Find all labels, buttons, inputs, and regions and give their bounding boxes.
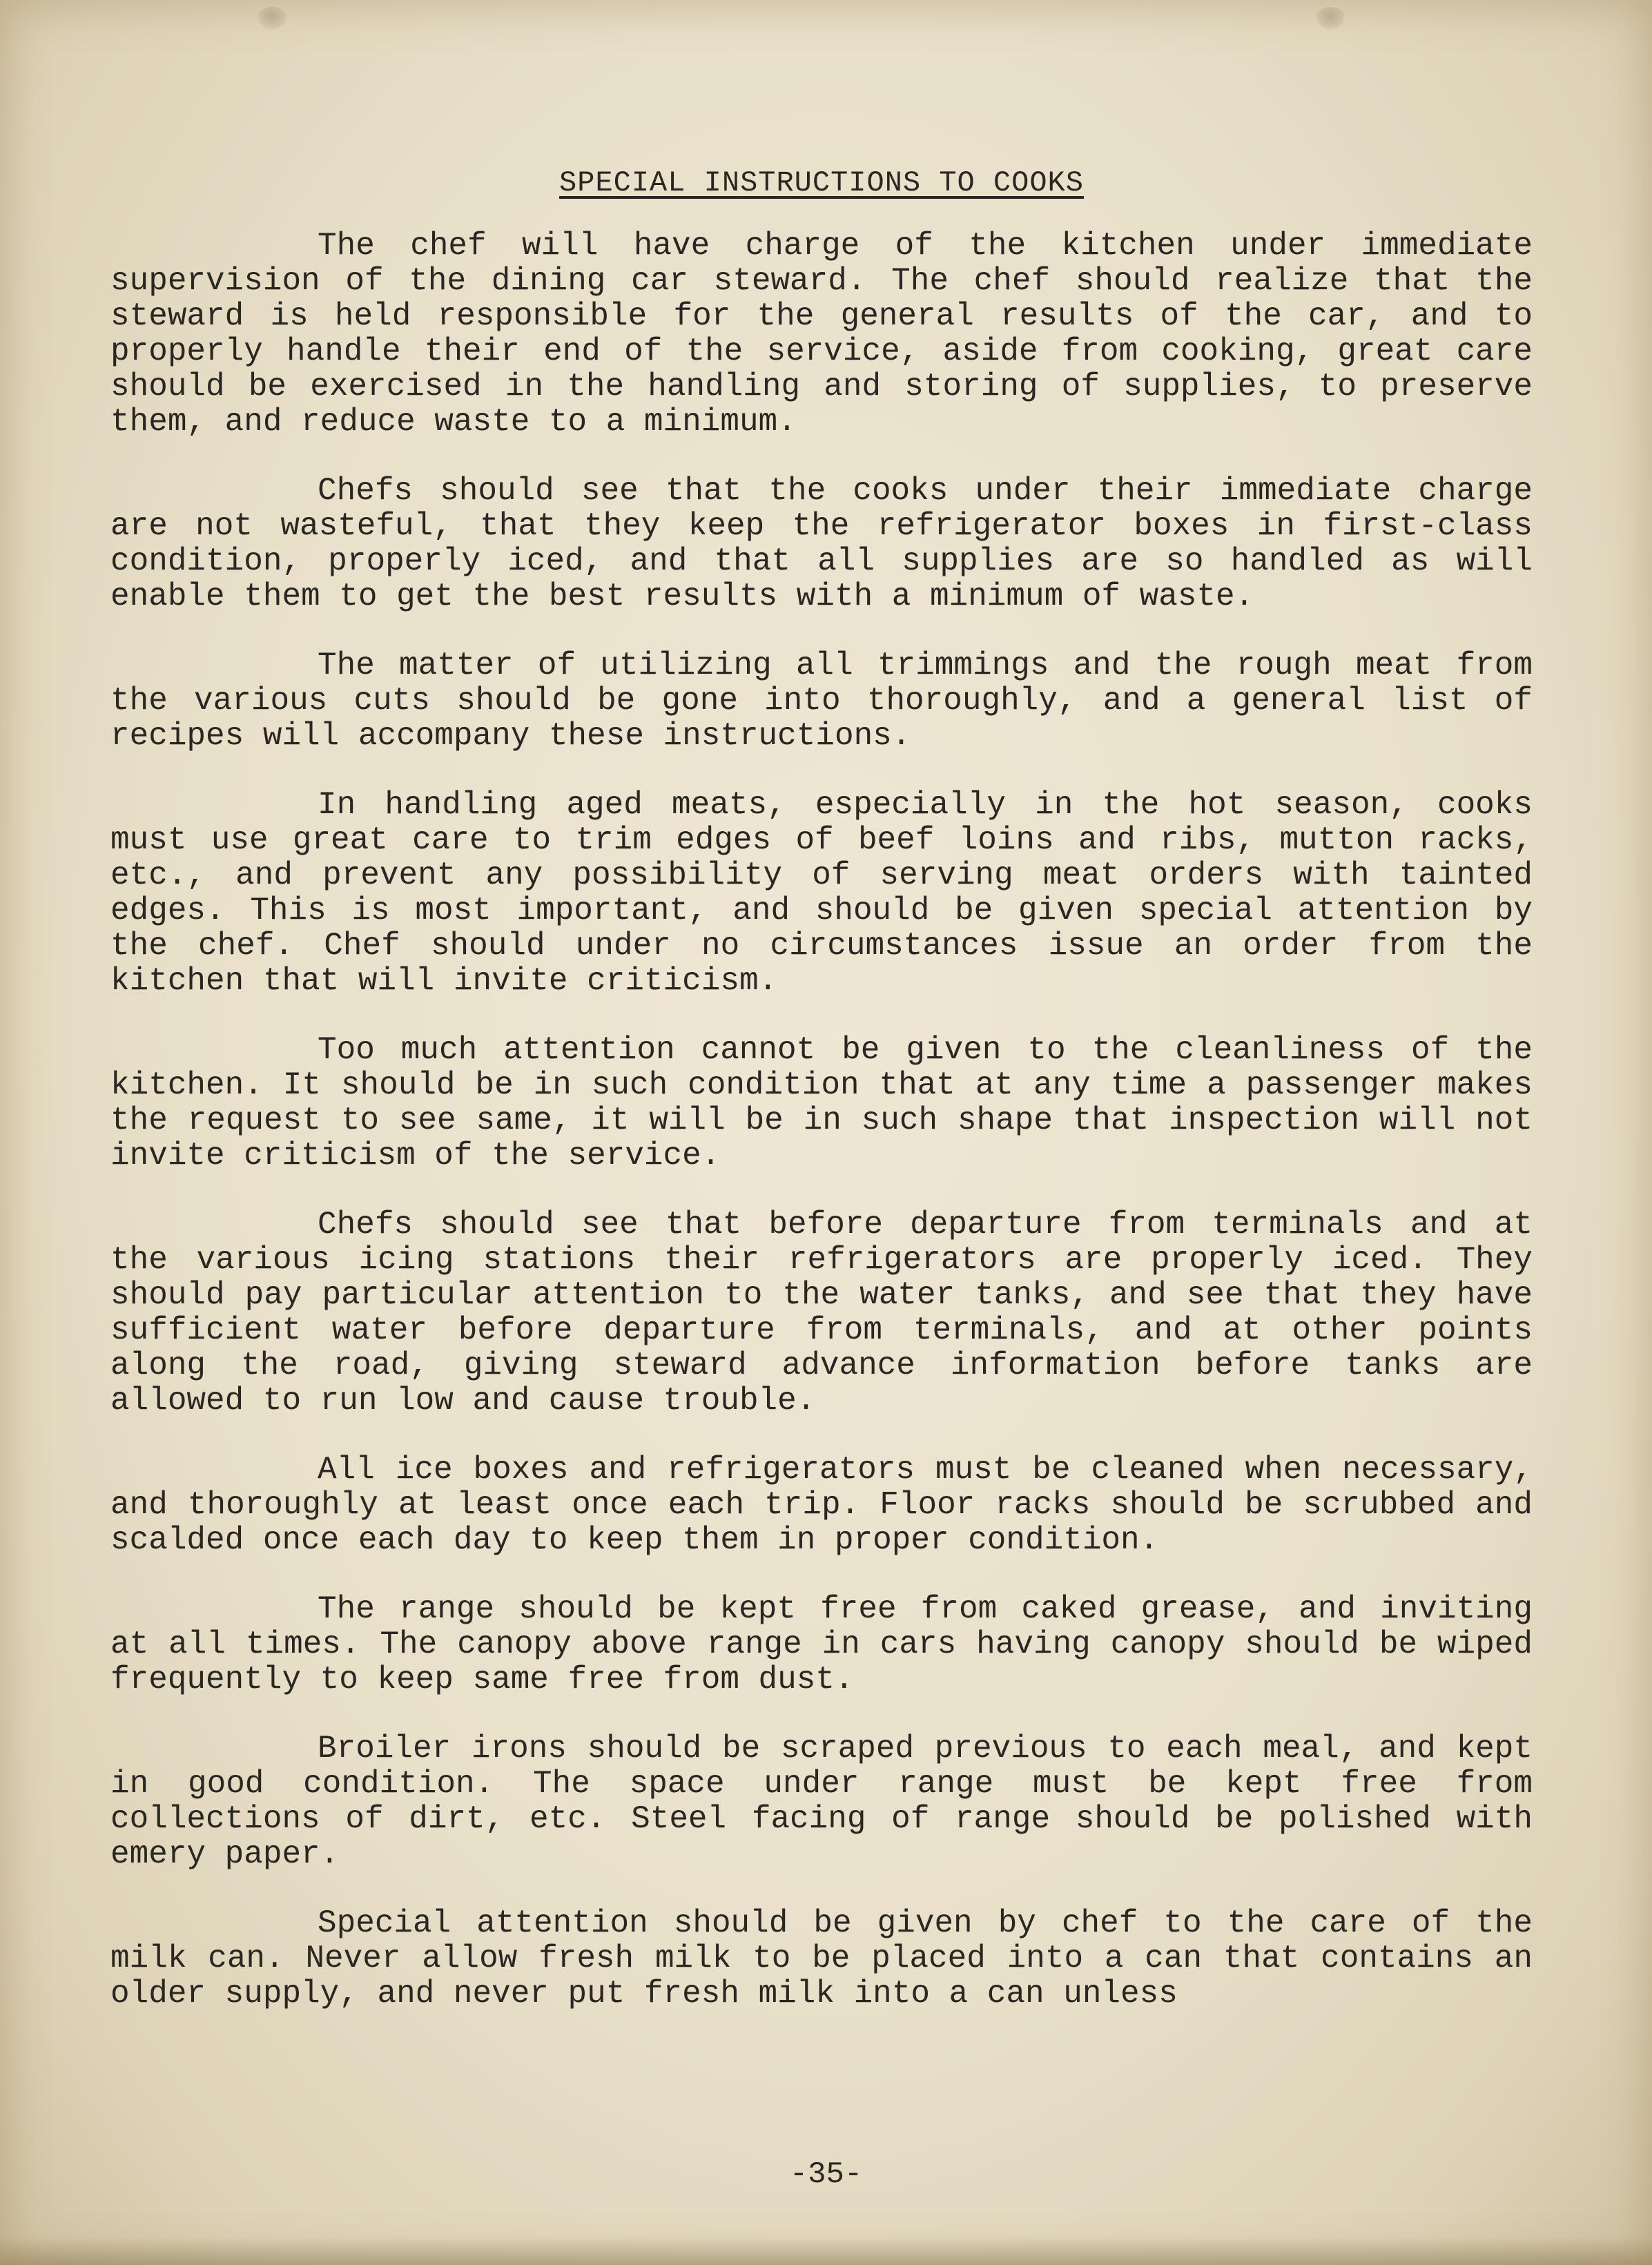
punch-hole-right: [1315, 7, 1345, 30]
paper-bottom-edge: [0, 2237, 1652, 2265]
paragraph-ice-boxes: All ice boxes and refrigerators must be cleaned when necessary, and thoroughly at least once each trip. Floor racks should be scrubbed and scalded once each day to keep them in proper condition.: [110, 1452, 1533, 1558]
paragraph-chef-charge: The chef will have charge of the kitchen under immediate supervision of the dining car steward. The chef should realize that the steward is held responsible for the general results of the car, and to properly handle their end of the service, aside from cooking, great care should be exercised in the handling and storing of supplies, to preserve them, and reduce waste to a minimum.: [110, 228, 1533, 440]
paragraph-cooks-waste: Chefs should see that the cooks under their immediate charge are not wasteful, that they keep the refrigerator boxes in first-class condition, properly iced, and that all supplies are so handled as will enable them to get the best results with a minimum of waste.: [110, 473, 1533, 614]
paragraph-cleanliness: Too much attention cannot be given to the cleanliness of the kitchen. It should be in such condition that at any time a passenger makes the request to see same, it will be in such shape that inspection will not invite criticism of the service.: [110, 1032, 1533, 1174]
page-number: -35-: [789, 2157, 863, 2192]
paragraph-aged-meats: In handling aged meats, especially in the hot season, cooks must use great care to trim edges of beef loins and ribs, mutton racks, etc., and prevent any possibility of serving meat orders with tainted edges. This is most important, and should be given special attention by the chef. Chef should under no circumstances issue an order from the kitchen that will invite criticism.: [110, 787, 1533, 999]
paragraph-milk-can: Special attention should be given by chef to the care of the milk can. Never allow fresh milk to be placed into a can that contains an older supply, and never put fresh milk into a can unless: [110, 1905, 1533, 2012]
paragraph-range: The range should be kept free from caked grease, and inviting at all times. The canopy above range in cars having canopy should be wiped frequently to keep same free from dust.: [110, 1591, 1533, 1698]
paragraph-broiler: Broiler irons should be scraped previous to each meal, and kept in good condition. The space under range must be kept free from collections of dirt, etc. Steel facing of range should be polished with emery paper.: [110, 1731, 1533, 1872]
page-title: SPECIAL INSTRUCTIONS TO COOKS: [559, 166, 1084, 200]
page-content: [110, 166, 1533, 2045]
paragraph-trimmings: The matter of utilizing all trimmings and the rough meat from the various cuts should be gone into thoroughly, and a general list of recipes will accompany these instructions.: [110, 648, 1533, 754]
paragraph-icing-water: Chefs should see that before departure from terminals and at the various icing stations their refrigerators are properly iced. They should pay particular attention to the water tanks, and see that they have sufficient water before departure from terminals, and at other points along the road, giving steward advance information before tanks are allowed to run low and cause trouble.: [110, 1207, 1533, 1419]
punch-hole-left: [257, 7, 287, 30]
